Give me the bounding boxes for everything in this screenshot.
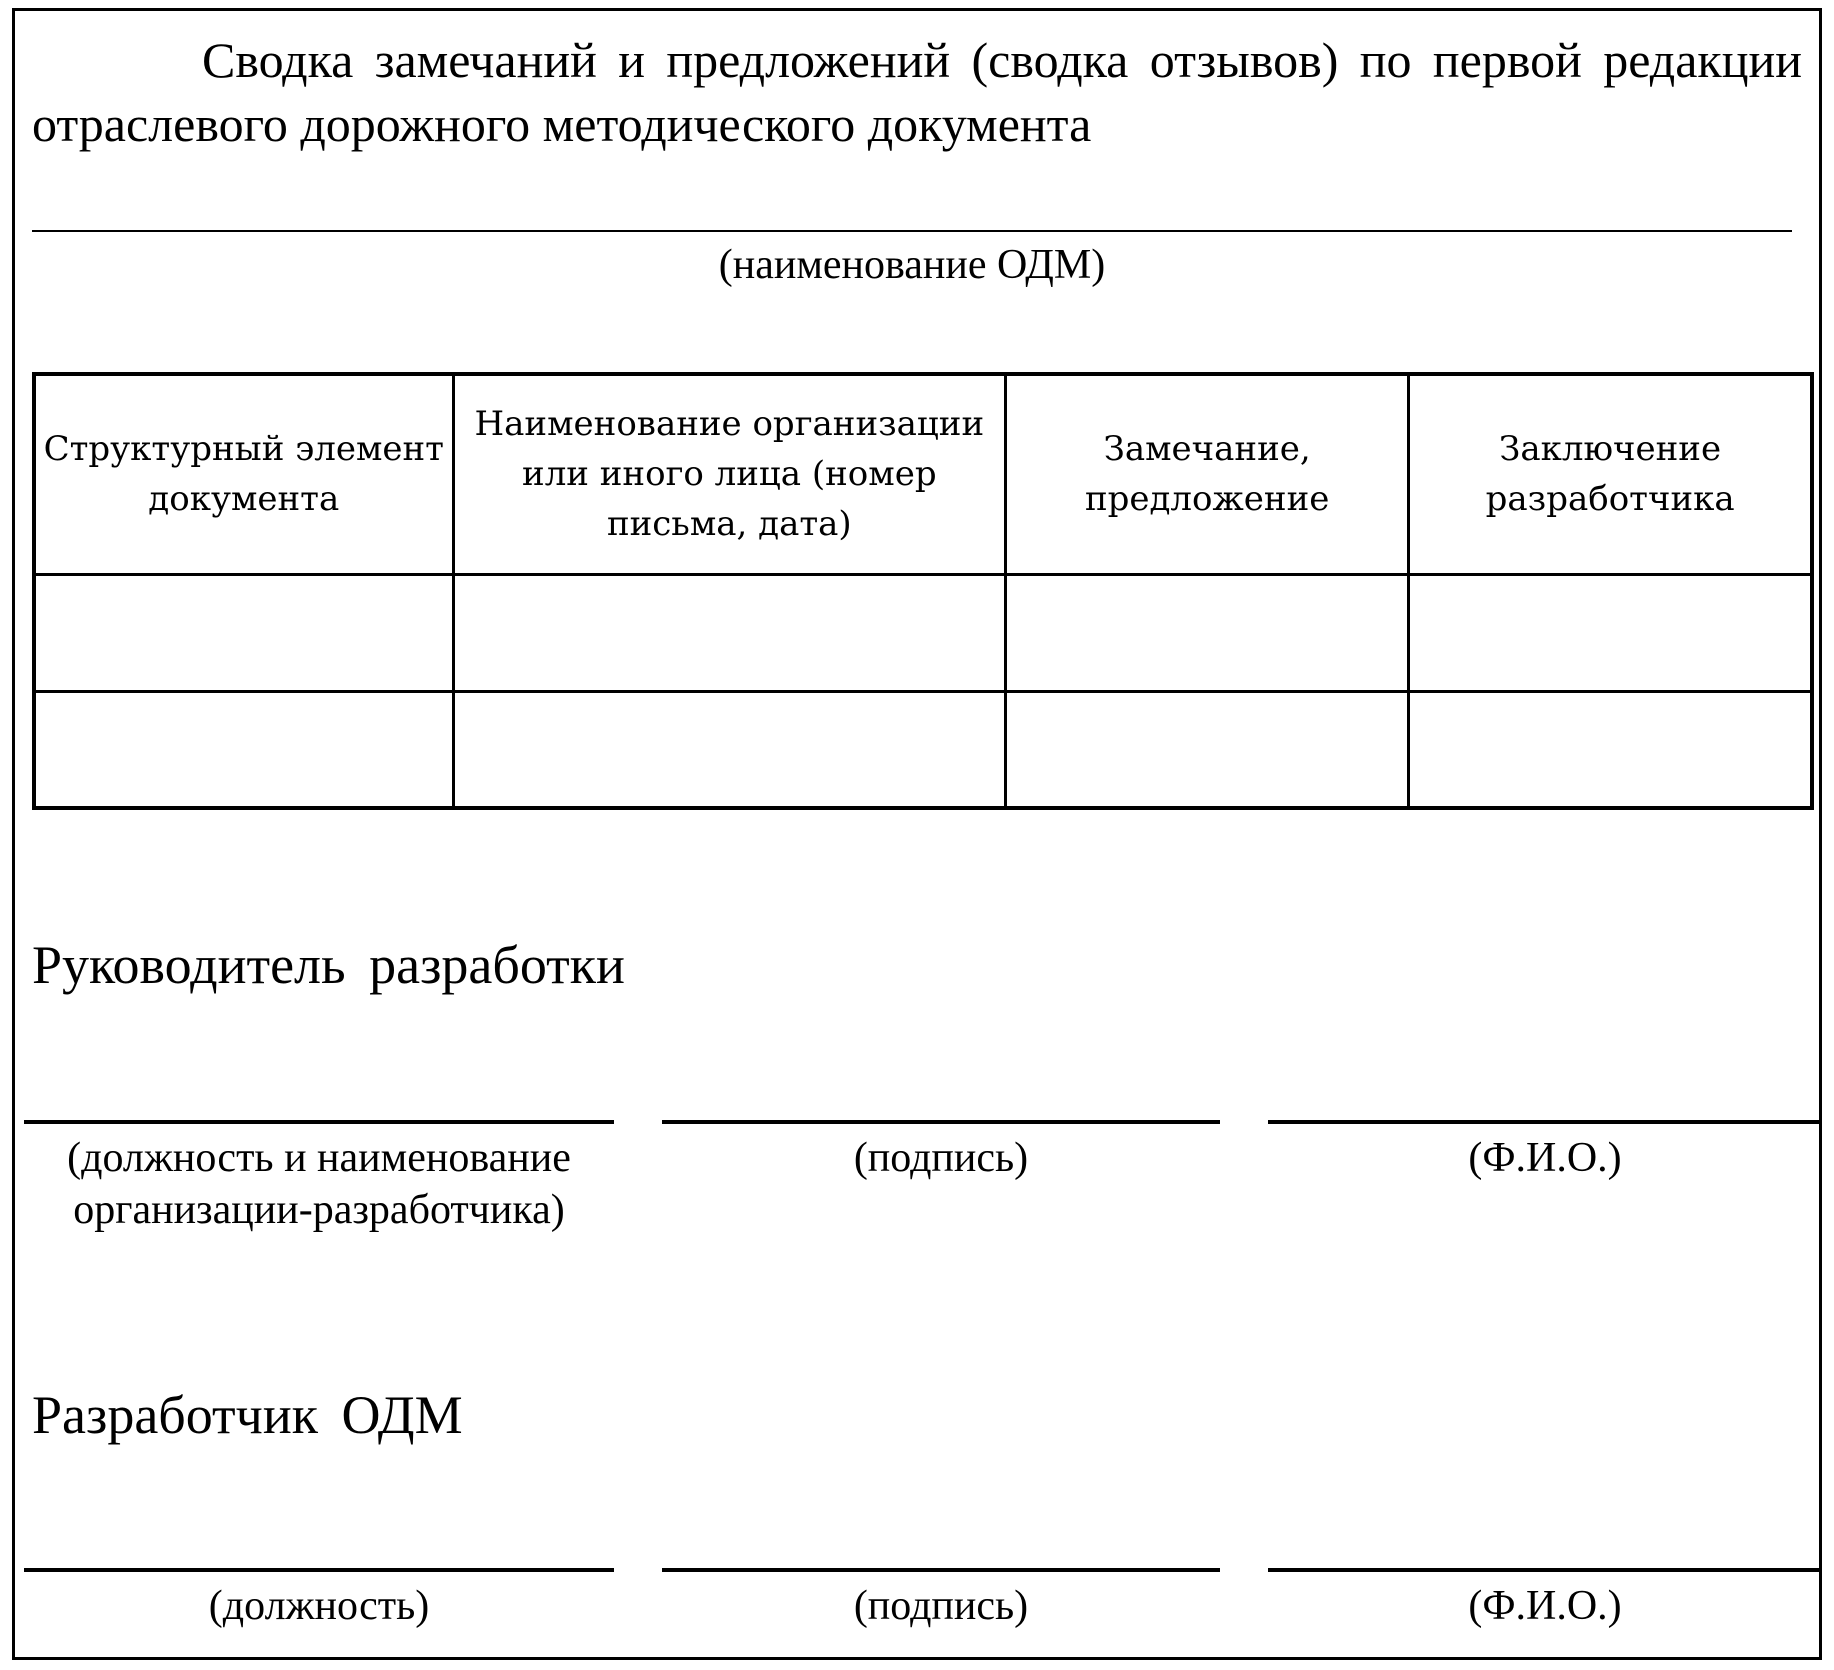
- full-name-line: [1268, 1568, 1822, 1572]
- document-title: Сводка замечаний и предложений (сводка отзывов) по первой редакции отраслевого дорожного методического документа: [32, 32, 1802, 152]
- signature-caption: (подпись): [853, 1583, 1029, 1629]
- odm-name-caption: (наименование ОДМ): [718, 242, 1106, 288]
- header-organization: Наименование организации или иного лица (номер письма, дата): [453, 374, 1005, 574]
- table-row: [34, 574, 1812, 691]
- position-caption: (должность и наименование организации-разработчика): [67, 1135, 571, 1233]
- position-signature-line: [24, 1120, 614, 1124]
- table-cell: [1006, 574, 1409, 691]
- table-header-row: [34, 374, 1812, 574]
- table-cell: [1409, 691, 1812, 808]
- table-cell: [1006, 691, 1409, 808]
- table-cell: [1409, 574, 1812, 691]
- full-name-caption: (Ф.И.О.): [1468, 1135, 1622, 1181]
- signature-line: [662, 1568, 1220, 1572]
- comments-summary-table: [32, 372, 1814, 810]
- table-cell: [453, 574, 1005, 691]
- header-developer-conclusion: Заключение разработчика: [1409, 374, 1812, 574]
- signature-line: [662, 1120, 1220, 1124]
- table-row: [34, 691, 1812, 808]
- position-caption: (должность): [208, 1583, 430, 1629]
- table-cell: [34, 691, 453, 808]
- odm-name-line: [32, 230, 1792, 232]
- role-odm-developer: Разработчик ОДМ: [32, 1385, 463, 1445]
- role-head-of-development: Руководитель разработки: [32, 935, 625, 995]
- header-comment: Замечание, предложение: [1006, 374, 1409, 574]
- position-signature-line: [24, 1568, 614, 1572]
- full-name-caption: (Ф.И.О.): [1468, 1583, 1622, 1629]
- full-name-line: [1268, 1120, 1822, 1124]
- signature-caption: (подпись): [853, 1135, 1029, 1181]
- header-structural-element: Структурный элемент документа: [34, 374, 453, 574]
- table-cell: [453, 691, 1005, 808]
- table-cell: [34, 574, 453, 691]
